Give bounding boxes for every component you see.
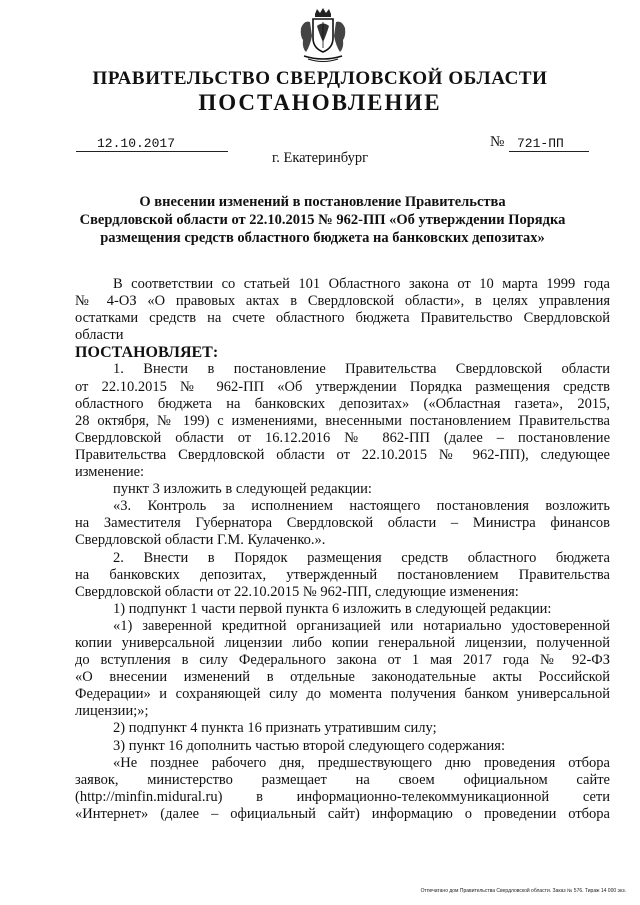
body-line: 28 октября, № 199) с изменениями, внесенными постановлением Правительства bbox=[75, 412, 610, 429]
body-line: остатками средств на счете областного бюджета Правительство Свердловской bbox=[75, 310, 610, 327]
body-line: 1) подпункт 1 части первой пункта 6 изложить в следующей редакции: bbox=[113, 600, 552, 617]
body-line: Федерации» и сохраняющей силу до момента получения банком универсальной bbox=[75, 686, 610, 703]
body-line: на банковских депозитах, утвержденный постановлением Правительства bbox=[75, 566, 610, 583]
body-line: «1) заверенной кредитной организацией или нотариально удостоверенной bbox=[113, 617, 610, 634]
body-line: заявок, министерство размещает на своем официальном сайте bbox=[75, 771, 610, 788]
print-footer: Отпечатано дом Правительства Свердловской области. Заказ № 576. Тираж 14 000 экз. bbox=[420, 888, 626, 894]
coat-of-arms-icon bbox=[298, 6, 348, 64]
body-line: 2. Внести в Порядок размещения средств областного бюджета bbox=[113, 549, 610, 566]
body-line: «3. Контроль за исполнением настоящего постановления возложить bbox=[113, 498, 610, 515]
body-line: копии универсальной лицензии либо копии генеральной лицензии, полученной bbox=[75, 634, 610, 651]
body-line: (http://minfin.midural.ru) в информационно-телекоммуникационной сети bbox=[75, 788, 610, 805]
body-line: Свердловской области от 22.10.2015 № 962-ПП, следующие изменения: bbox=[75, 583, 519, 600]
body-line: 3) пункт 16 дополнить частью второй следующего содержания: bbox=[113, 737, 505, 754]
document-date: 12.10.2017 bbox=[76, 136, 228, 152]
document-number: 721-ПП bbox=[509, 136, 589, 152]
body-line: на Заместителя Губернатора Свердловской области – Министра финансов bbox=[75, 515, 610, 532]
body-line: № 4-ОЗ «О правовых актах в Свердловской области», в целях управления bbox=[75, 293, 610, 310]
organization-name: ПРАВИТЕЛЬСТВО СВЕРДЛОВСКОЙ ОБЛАСТИ bbox=[92, 68, 548, 89]
body-line: «Не позднее рабочего дня, предшествующего дню проведения отбора bbox=[113, 754, 610, 771]
title-line: размещения средств областного бюджета на банковских депозитах» bbox=[100, 230, 545, 246]
body-line: лицензии;»; bbox=[75, 703, 149, 720]
body-line: «О внесении изменений в отдельные законодательные акты Российской bbox=[75, 669, 610, 686]
body-line: изменение: bbox=[75, 464, 145, 481]
body-line: В соответствии со статьей 101 Областного закона от 10 марта 1999 года bbox=[113, 276, 610, 292]
document-type: ПОСТАНОВЛЕНИЕ bbox=[198, 90, 442, 115]
document-body bbox=[75, 276, 610, 823]
body-line: Свердловской области от 16.12.2016 № 862-ПП (далее – постановление bbox=[75, 429, 610, 446]
resolution-keyword: ПОСТАНОВЛЯЕТ: bbox=[75, 344, 219, 362]
body-line: «Интернет» (далее – официальный сайт) информацию о проведении отбора bbox=[75, 805, 610, 822]
title-line: Свердловской области от 22.10.2015 № 962-ПП «Об утверждении Порядка bbox=[79, 212, 566, 228]
body-line: областного бюджета на банковских депозитах» («Областная газета», 2015, bbox=[75, 395, 610, 412]
body-line: Свердловской области Г.М. Кулаченко.». bbox=[75, 532, 326, 549]
body-line: от 22.10.2015 № 962-ПП «Об утверждении Порядка размещения средств bbox=[75, 378, 610, 395]
body-line: до вступления в силу Федерального закона от 1 мая 2017 года № 92-ФЗ bbox=[75, 652, 610, 669]
title-line: О внесении изменений в постановление Правительства bbox=[139, 194, 506, 210]
city: г. Екатеринбург bbox=[271, 150, 369, 166]
body-line: 1. Внести в постановление Правительства Свердловской области bbox=[113, 361, 610, 378]
body-line: Правительства Свердловской области от 22.10.2015 № 962-ПП), следующее bbox=[75, 446, 610, 463]
number-sign: № bbox=[490, 134, 505, 150]
body-line: пункт 3 изложить в следующей редакции: bbox=[113, 481, 372, 498]
body-line: области bbox=[75, 327, 124, 344]
body-line: 2) подпункт 4 пункта 16 признать утратившим силу; bbox=[113, 720, 437, 737]
document-title bbox=[70, 193, 575, 247]
